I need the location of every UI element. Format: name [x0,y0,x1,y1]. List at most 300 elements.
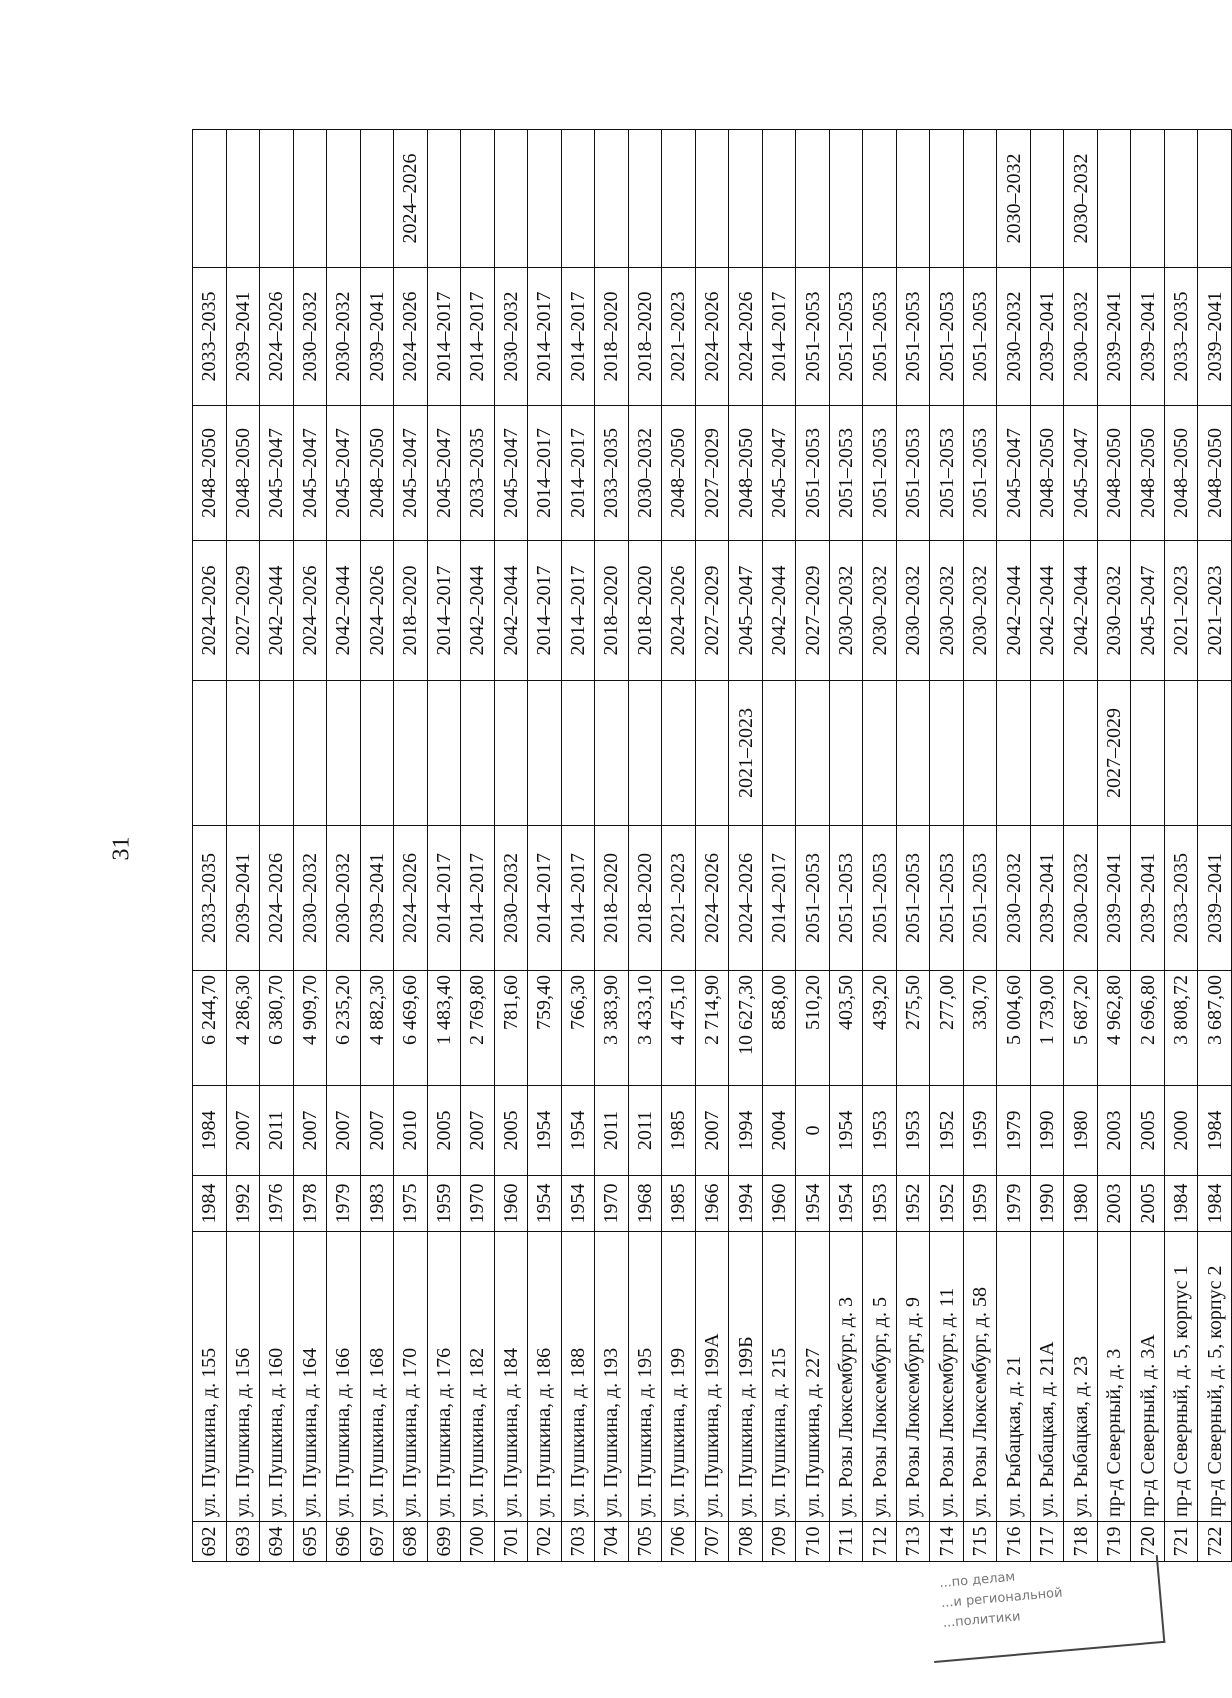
cell-reconstruction-year: 1959 [963,1086,997,1176]
cell-reconstruction-year: 2011 [595,1086,629,1176]
cell-period-2 [226,681,260,826]
table-row [260,130,294,1562]
cell-construction-year: 1994 [729,1176,763,1232]
cell-reconstruction-year: 2004 [762,1086,796,1176]
table-row [729,130,763,1562]
cell-reconstruction-year: 2007 [461,1086,495,1176]
cell-period-5: 2039–2041 [1198,268,1232,406]
cell-period-4: 2045–2047 [260,406,294,541]
cell-area: 4 909,70 [293,971,327,1086]
cell-row-number: 707 [695,1522,729,1562]
cell-period-3: 2021–2023 [1164,541,1198,681]
cell-reconstruction-year: 2007 [695,1086,729,1176]
table-row [394,130,428,1562]
cell-period-5: 2039–2041 [1097,268,1131,406]
cell-period-1: 2014–2017 [762,826,796,971]
cell-period-2 [1198,681,1232,826]
cell-period-5: 2024–2026 [695,268,729,406]
cell-period-2 [1030,681,1064,826]
cell-construction-year: 1970 [595,1176,629,1232]
cell-construction-year: 2003 [1097,1176,1131,1232]
cell-construction-year: 1984 [1164,1176,1198,1232]
cell-period-3: 2042–2044 [494,541,528,681]
cell-row-number: 711 [829,1522,863,1562]
cell-reconstruction-year: 1953 [896,1086,930,1176]
cell-period-2 [896,681,930,826]
table-row [695,130,729,1562]
cell-period-2 [193,681,227,826]
cell-period-3: 2021–2023 [1198,541,1232,681]
cell-period-5: 2051–2053 [963,268,997,406]
cell-period-2 [1164,681,1198,826]
cell-address: пр-д Северный, д. 5, корпус 2 [1198,1232,1232,1522]
cell-construction-year: 1959 [427,1176,461,1232]
cell-reconstruction-year: 2011 [260,1086,294,1176]
cell-area: 330,70 [963,971,997,1086]
table-row [528,130,562,1562]
cell-reconstruction-year: 2005 [1131,1086,1165,1176]
cell-period-1: 2033–2035 [193,826,227,971]
cell-construction-year: 1978 [293,1176,327,1232]
cell-period-2 [662,681,696,826]
cell-row-number: 710 [796,1522,830,1562]
cell-construction-year: 1984 [1198,1176,1232,1232]
cell-reconstruction-year: 2007 [226,1086,260,1176]
table-row [561,130,595,1562]
cell-period-4: 2048–2050 [1030,406,1064,541]
cell-period-5: 2030–2032 [1064,268,1098,406]
cell-period-1: 2024–2026 [260,826,294,971]
table-container [192,130,1232,1562]
cell-area: 2 769,80 [461,971,495,1086]
cell-period-5: 2051–2053 [896,268,930,406]
cell-construction-year: 2005 [1131,1176,1165,1232]
cell-construction-year: 1983 [360,1176,394,1232]
table-row [762,130,796,1562]
cell-period-2 [997,681,1031,826]
cell-reconstruction-year: 2005 [494,1086,528,1176]
cell-period-1: 2039–2041 [360,826,394,971]
cell-period-4: 2045–2047 [293,406,327,541]
cell-period-6 [896,130,930,268]
cell-period-3: 2024–2026 [662,541,696,681]
cell-address: ул. Пушкина, д. 199Б [729,1232,763,1522]
cell-period-2 [628,681,662,826]
table-row [193,130,227,1562]
cell-row-number: 712 [863,1522,897,1562]
cell-address: ул. Рыбацкая, д. 23 [1064,1232,1098,1522]
cell-address: ул. Пушкина, д. 184 [494,1232,528,1522]
cell-period-1: 2024–2026 [729,826,763,971]
cell-row-number: 717 [1030,1522,1064,1562]
cell-address: ул. Пушкина, д. 156 [226,1232,260,1522]
cell-address: ул. Розы Люксембург, д. 5 [863,1232,897,1522]
cell-row-number: 706 [662,1522,696,1562]
cell-construction-year: 1976 [260,1176,294,1232]
table-row [662,130,696,1562]
cell-address: ул. Пушкина, д. 168 [360,1232,394,1522]
table-row [1097,130,1131,1562]
cell-row-number: 708 [729,1522,763,1562]
cell-period-2 [796,681,830,826]
cell-address: ул. Розы Люксембург, д. 3 [829,1232,863,1522]
cell-area: 858,00 [762,971,796,1086]
cell-area: 4 882,30 [360,971,394,1086]
cell-period-2 [293,681,327,826]
table-row [896,130,930,1562]
table-row [796,130,830,1562]
cell-reconstruction-year: 1954 [528,1086,562,1176]
cell-area: 439,20 [863,971,897,1086]
cell-area: 6 235,20 [327,971,361,1086]
cell-period-3: 2030–2032 [829,541,863,681]
cell-row-number: 715 [963,1522,997,1562]
cell-period-3: 2018–2020 [595,541,629,681]
cell-area: 403,50 [829,971,863,1086]
cell-period-1: 2039–2041 [1097,826,1131,971]
cell-period-1: 2039–2041 [1198,826,1232,971]
cell-period-5: 2030–2032 [494,268,528,406]
stamp-line: ...по делам [938,1569,1016,1592]
cell-address: ул. Пушкина, д. 164 [293,1232,327,1522]
cell-period-4: 2048–2050 [1097,406,1131,541]
cell-period-2 [595,681,629,826]
cell-period-4: 2014–2017 [561,406,595,541]
cell-period-5: 2024–2026 [729,268,763,406]
cell-period-1: 2024–2026 [394,826,428,971]
cell-period-5: 2024–2026 [394,268,428,406]
cell-period-3: 2018–2020 [628,541,662,681]
cell-area: 6 244,70 [193,971,227,1086]
cell-period-3: 2024–2026 [360,541,394,681]
cell-reconstruction-year: 1954 [561,1086,595,1176]
cell-period-1: 2018–2020 [595,826,629,971]
cell-period-1: 2051–2053 [796,826,830,971]
cell-area: 2 714,90 [695,971,729,1086]
cell-area: 1 739,00 [1030,971,1064,1086]
table-row [461,130,495,1562]
cell-reconstruction-year: 2003 [1097,1086,1131,1176]
table-row [863,130,897,1562]
cell-construction-year: 1992 [226,1176,260,1232]
cell-area: 10 627,30 [729,971,763,1086]
cell-row-number: 694 [260,1522,294,1562]
cell-period-1: 2021–2023 [662,826,696,971]
cell-period-2 [327,681,361,826]
cell-period-5: 2014–2017 [762,268,796,406]
cell-area: 4 962,80 [1097,971,1131,1086]
cell-period-2 [528,681,562,826]
cell-period-6 [561,130,595,268]
cell-area: 3 687,00 [1198,971,1232,1086]
cell-period-2 [863,681,897,826]
cell-construction-year: 1952 [930,1176,964,1232]
table-row [628,130,662,1562]
cell-construction-year: 1990 [1030,1176,1064,1232]
cell-period-1: 2014–2017 [561,826,595,971]
cell-period-6 [461,130,495,268]
cell-address: ул. Пушкина, д. 195 [628,1232,662,1522]
cell-period-1: 2051–2053 [896,826,930,971]
cell-period-4: 2051–2053 [930,406,964,541]
cell-period-1: 2030–2032 [494,826,528,971]
cell-period-6 [1097,130,1131,268]
cell-construction-year: 1953 [863,1176,897,1232]
cell-period-4: 2048–2050 [226,406,260,541]
cell-period-2 [963,681,997,826]
cell-area: 1 483,40 [427,971,461,1086]
cell-period-3: 2030–2032 [863,541,897,681]
cell-period-2 [427,681,461,826]
cell-address: ул. Пушкина, д. 186 [528,1232,562,1522]
cell-period-3: 2018–2020 [394,541,428,681]
cell-row-number: 701 [494,1522,528,1562]
cell-construction-year: 1985 [662,1176,696,1232]
cell-reconstruction-year: 2010 [394,1086,428,1176]
cell-period-4: 2051–2053 [829,406,863,541]
cell-period-4: 2045–2047 [762,406,796,541]
cell-period-1: 2039–2041 [1131,826,1165,971]
cell-reconstruction-year: 1952 [930,1086,964,1176]
cell-row-number: 704 [595,1522,629,1562]
cell-period-6 [1164,130,1198,268]
cell-period-5: 2039–2041 [1030,268,1064,406]
cell-period-5: 2030–2032 [327,268,361,406]
cell-construction-year: 1975 [394,1176,428,1232]
cell-period-1: 2051–2053 [930,826,964,971]
cell-period-4: 2048–2050 [1198,406,1232,541]
cell-row-number: 722 [1198,1522,1232,1562]
cell-period-2: 2021–2023 [729,681,763,826]
cell-period-4: 2045–2047 [997,406,1031,541]
cell-period-4: 2045–2047 [394,406,428,541]
cell-period-5: 2051–2053 [796,268,830,406]
cell-area: 277,00 [930,971,964,1086]
cell-period-2 [1064,681,1098,826]
cell-reconstruction-year: 1985 [662,1086,696,1176]
cell-address: ул. Пушкина, д. 188 [561,1232,595,1522]
cell-area: 5 687,20 [1064,971,1098,1086]
cell-period-3: 2027–2029 [695,541,729,681]
cell-period-4: 2045–2047 [427,406,461,541]
cell-period-3: 2027–2029 [226,541,260,681]
cell-reconstruction-year: 2007 [327,1086,361,1176]
office-stamp [927,1555,1166,1663]
cell-period-4: 2048–2050 [662,406,696,541]
cell-area: 275,50 [896,971,930,1086]
cell-period-3: 2042–2044 [1030,541,1064,681]
table-row [293,130,327,1562]
cell-area: 781,60 [494,971,528,1086]
cell-reconstruction-year: 1990 [1030,1086,1064,1176]
cell-period-5: 2051–2053 [863,268,897,406]
cell-reconstruction-year: 2011 [628,1086,662,1176]
cell-period-6 [595,130,629,268]
cell-construction-year: 1959 [963,1176,997,1232]
stamp-line: ...политики [942,1609,1022,1632]
cell-period-3: 2024–2026 [193,541,227,681]
cell-period-4: 2045–2047 [494,406,528,541]
cell-period-5: 2018–2020 [628,268,662,406]
table-row [930,130,964,1562]
cell-period-6: 2030–2032 [997,130,1031,268]
table-row [360,130,394,1562]
cell-period-5: 2051–2053 [930,268,964,406]
cell-period-1: 2024–2026 [695,826,729,971]
cell-period-3: 2030–2032 [930,541,964,681]
cell-address: ул. Пушкина, д. 176 [427,1232,461,1522]
cell-period-3: 2014–2017 [427,541,461,681]
cell-period-3: 2030–2032 [1097,541,1131,681]
cell-row-number: 703 [561,1522,595,1562]
cell-address: ул. Пушкина, д. 199А [695,1232,729,1522]
cell-reconstruction-year: 1994 [729,1086,763,1176]
cell-period-6 [427,130,461,268]
cell-construction-year: 1952 [896,1176,930,1232]
cell-period-1: 2051–2053 [829,826,863,971]
cell-address: пр-д Северный, д. 5, корпус 1 [1164,1232,1198,1522]
cell-period-6 [1030,130,1064,268]
cell-row-number: 696 [327,1522,361,1562]
cell-period-4: 2033–2035 [595,406,629,541]
cell-period-6: 2030–2032 [1064,130,1098,268]
cell-address: ул. Розы Люксембург, д. 11 [930,1232,964,1522]
cell-period-6 [963,130,997,268]
cell-period-6 [762,130,796,268]
cell-period-4: 2014–2017 [528,406,562,541]
cell-period-5: 2024–2026 [260,268,294,406]
cell-period-6 [494,130,528,268]
cell-period-5: 2033–2035 [193,268,227,406]
cell-period-2 [1131,681,1165,826]
cell-period-6 [662,130,696,268]
cell-area: 5 004,60 [997,971,1031,1086]
cell-address: ул. Пушкина, д. 199 [662,1232,696,1522]
cell-period-3: 2030–2032 [963,541,997,681]
cell-period-6 [1198,130,1232,268]
cell-period-3: 2014–2017 [528,541,562,681]
cell-area: 510,20 [796,971,830,1086]
table-row [1131,130,1165,1562]
cell-period-3: 2042–2044 [461,541,495,681]
table-body [193,130,1232,1562]
cell-address: ул. Рыбацкая, д. 21 [997,1232,1031,1522]
cell-period-4: 2048–2050 [360,406,394,541]
table-row [963,130,997,1562]
cell-row-number: 698 [394,1522,428,1562]
cell-address: ул. Пушкина, д. 193 [595,1232,629,1522]
cell-period-5: 2021–2023 [662,268,696,406]
cell-reconstruction-year: 2007 [293,1086,327,1176]
page-number: 31 [108,836,135,861]
table-row [1030,130,1064,1562]
cell-period-6 [528,130,562,268]
cell-construction-year: 1954 [528,1176,562,1232]
cell-period-3: 2042–2044 [997,541,1031,681]
cell-period-3: 2042–2044 [762,541,796,681]
cell-period-4: 2045–2047 [1064,406,1098,541]
table-row [829,130,863,1562]
cell-construction-year: 1960 [494,1176,528,1232]
cell-row-number: 702 [528,1522,562,1562]
cell-row-number: 705 [628,1522,662,1562]
cell-period-6 [863,130,897,268]
cell-reconstruction-year: 1980 [1064,1086,1098,1176]
cell-address: ул. Пушкина, д. 160 [260,1232,294,1522]
cell-period-5: 2014–2017 [528,268,562,406]
cell-period-6 [829,130,863,268]
cell-reconstruction-year: 1984 [193,1086,227,1176]
cell-period-1: 2039–2041 [1030,826,1064,971]
cell-period-3: 2042–2044 [1064,541,1098,681]
cell-area: 6 469,60 [394,971,428,1086]
cell-period-5: 2018–2020 [595,268,629,406]
cell-construction-year: 1970 [461,1176,495,1232]
housing-repair-schedule-table [192,129,1232,1562]
cell-period-1: 2014–2017 [461,826,495,971]
cell-row-number: 697 [360,1522,394,1562]
cell-period-2 [394,681,428,826]
cell-period-1: 2039–2041 [226,826,260,971]
cell-period-1: 2018–2020 [628,826,662,971]
cell-period-6 [729,130,763,268]
cell-construction-year: 1966 [695,1176,729,1232]
cell-area: 3 808,72 [1164,971,1198,1086]
cell-area: 766,30 [561,971,595,1086]
cell-period-5: 2033–2035 [1164,268,1198,406]
cell-area: 4 475,10 [662,971,696,1086]
cell-period-5: 2014–2017 [561,268,595,406]
cell-period-6 [260,130,294,268]
cell-reconstruction-year: 2005 [427,1086,461,1176]
table-row [327,130,361,1562]
cell-period-1: 2014–2017 [528,826,562,971]
cell-period-6 [628,130,662,268]
cell-period-3: 2027–2029 [796,541,830,681]
cell-row-number: 718 [1064,1522,1098,1562]
cell-construction-year: 1980 [1064,1176,1098,1232]
cell-period-2 [494,681,528,826]
cell-period-6 [930,130,964,268]
cell-period-1: 2051–2053 [963,826,997,971]
cell-reconstruction-year: 0 [796,1086,830,1176]
cell-address: ул. Пушкина, д. 182 [461,1232,495,1522]
cell-construction-year: 1960 [762,1176,796,1232]
cell-address: пр-д Северный, д. 3А [1131,1232,1165,1522]
table-row [997,130,1031,1562]
cell-period-2: 2027–2029 [1097,681,1131,826]
cell-period-1: 2014–2017 [427,826,461,971]
cell-period-3: 2014–2017 [561,541,595,681]
cell-row-number: 719 [1097,1522,1131,1562]
cell-period-3: 2030–2032 [896,541,930,681]
cell-period-2 [360,681,394,826]
cell-address: ул. Пушкина, д. 170 [394,1232,428,1522]
cell-period-2 [695,681,729,826]
cell-construction-year: 1954 [796,1176,830,1232]
cell-row-number: 700 [461,1522,495,1562]
cell-period-2 [829,681,863,826]
cell-construction-year: 1979 [997,1176,1031,1232]
cell-reconstruction-year: 1954 [829,1086,863,1176]
table-row [1164,130,1198,1562]
table-row [1198,130,1232,1562]
table-row [1064,130,1098,1562]
cell-period-6 [327,130,361,268]
cell-period-3: 2024–2026 [293,541,327,681]
cell-row-number: 716 [997,1522,1031,1562]
cell-period-3: 2045–2047 [1131,541,1165,681]
